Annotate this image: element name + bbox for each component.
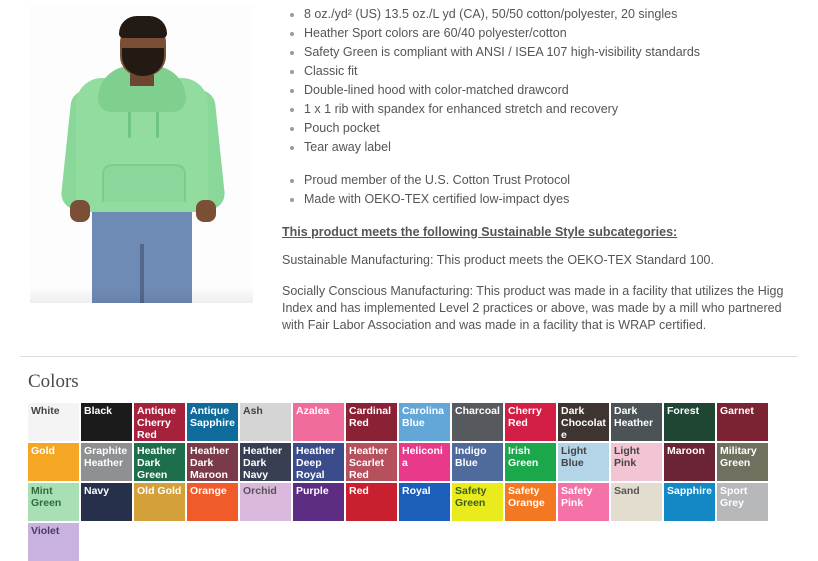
sustainable-manufacturing-paragraph: Sustainable Manufacturing: This product meets the OEKO-TEX Standard 100. [282, 253, 714, 267]
color-swatch-label: Safety Pink [561, 485, 593, 509]
color-swatch[interactable] [558, 483, 609, 521]
color-swatch[interactable] [28, 523, 79, 561]
list-item: • Pouch pocket [304, 120, 794, 137]
color-swatch[interactable] [505, 483, 556, 521]
color-swatch-label: Dark Heather [614, 405, 654, 429]
list-item: • 1 x 1 rib with spandex for enhanced stretch and recovery [304, 101, 794, 118]
hoodie-drawcord-right [156, 108, 159, 138]
sustainable-style-heading: This product meets the following Sustainable Style subcategories: [282, 225, 678, 239]
color-swatch[interactable] [81, 483, 132, 521]
list-item: • Double-lined hood with color-matched drawcord [304, 82, 794, 99]
product-details [270, 0, 818, 348]
color-swatch-label: Orange [190, 485, 227, 497]
color-swatch[interactable] [187, 443, 238, 481]
color-swatch-label: Navy [84, 485, 110, 497]
color-swatch[interactable] [81, 403, 132, 441]
color-swatch-label: Old Gold [137, 485, 182, 497]
color-swatch-label: Forest [667, 405, 700, 417]
color-swatch[interactable] [346, 403, 397, 441]
swatch-row-4 [28, 523, 790, 561]
swatch-row-3 [28, 483, 790, 521]
color-swatch-label: Heather Dark Navy [243, 445, 283, 481]
color-swatch-label: Graphite Heather [84, 445, 128, 469]
list-item: • Heather Sport colors are 60/40 polyester/cotton [304, 25, 794, 42]
color-swatch-label: Sport Grey [720, 485, 748, 509]
color-swatch[interactable] [187, 403, 238, 441]
hoodie-drawcord-left [128, 108, 131, 138]
color-swatch[interactable] [505, 443, 556, 481]
color-swatch-label: Violet [31, 525, 60, 537]
color-swatch-label: Sand [614, 485, 640, 497]
color-swatch[interactable] [134, 403, 185, 441]
color-swatch-label: Charcoal [455, 405, 500, 417]
color-swatch-label: Azalea [296, 405, 330, 417]
color-swatch-label: Mint Green [31, 485, 62, 509]
colors-section [0, 357, 818, 561]
color-swatch[interactable] [664, 403, 715, 441]
list-item: • Made with OEKO-TEX certified low-impact dyes [304, 191, 794, 208]
swatch-row-1 [28, 403, 790, 441]
color-swatch-label: Garnet [720, 405, 754, 417]
color-swatch[interactable] [346, 483, 397, 521]
color-swatch[interactable] [717, 483, 768, 521]
color-swatch-label: Dark Chocolate [561, 405, 606, 441]
color-swatch[interactable] [611, 483, 662, 521]
color-swatch[interactable] [664, 483, 715, 521]
color-swatch[interactable] [717, 403, 768, 441]
hoodie-pouch-pocket [102, 164, 186, 202]
socially-conscious-paragraph: Socially Conscious Manufacturing: This product was made in a facility that utilizes the Higg Index and has implemented Level 2 practices or above, was made by a mill who partnered with Fair Labor Association and was made in a facility that is WRAP certified. [282, 284, 784, 332]
color-swatch-label: Safety Green [455, 485, 487, 509]
color-swatch-label: Ash [243, 405, 263, 417]
color-swatch-label: Military Green [720, 445, 757, 469]
photo-shadow [30, 287, 253, 303]
color-swatch[interactable] [611, 403, 662, 441]
feature-list-primary [282, 6, 794, 156]
color-swatch[interactable] [240, 443, 291, 481]
color-swatch[interactable] [717, 443, 768, 481]
color-swatch-label: Heather Dark Green [137, 445, 177, 481]
model-left-hand [70, 200, 90, 222]
color-swatch[interactable] [399, 443, 450, 481]
list-item: • Proud member of the U.S. Cotton Trust Protocol [304, 172, 794, 189]
color-swatch-label: White [31, 405, 60, 417]
color-swatch-label: Indigo Blue [455, 445, 487, 469]
color-swatch[interactable] [293, 443, 344, 481]
color-swatch[interactable] [452, 443, 503, 481]
color-swatch-label: Heliconia [402, 445, 443, 469]
product-image-container [0, 0, 270, 348]
color-swatch-grid [28, 403, 790, 561]
color-swatch-label: Light Blue [561, 445, 587, 469]
color-swatch-label: Royal [402, 485, 431, 497]
color-swatch[interactable] [558, 403, 609, 441]
swatch-row-2 [28, 443, 790, 481]
model-hair [119, 16, 167, 38]
color-swatch[interactable] [28, 443, 79, 481]
color-swatch[interactable] [664, 443, 715, 481]
color-swatch-label: Red [349, 485, 369, 497]
model-right-hand [196, 200, 216, 222]
color-swatch[interactable] [240, 403, 291, 441]
color-swatch-label: Antique Sapphire [190, 405, 235, 429]
color-swatch-label: Heather Dark Maroon [190, 445, 230, 481]
list-item: • 8 oz./yd² (US) 13.5 oz./L yd (CA), 50/50 cotton/polyester, 20 singles [304, 6, 794, 23]
color-swatch[interactable] [505, 403, 556, 441]
color-swatch[interactable] [399, 483, 450, 521]
list-spacer [282, 158, 794, 172]
color-swatch[interactable] [399, 403, 450, 441]
color-swatch[interactable] [611, 443, 662, 481]
color-swatch-label: Carolina Blue [402, 405, 445, 429]
color-swatch[interactable] [452, 483, 503, 521]
color-swatch-label: Heather Deep Royal [296, 445, 336, 481]
list-item: • Classic fit [304, 63, 794, 80]
color-swatch[interactable] [558, 443, 609, 481]
color-swatch-label: Safety Orange [508, 485, 545, 509]
color-swatch-label: Light Pink [614, 445, 640, 469]
color-swatch[interactable] [81, 443, 132, 481]
color-swatch[interactable] [134, 443, 185, 481]
product-photo[interactable] [30, 4, 253, 303]
color-swatch[interactable] [187, 483, 238, 521]
color-swatch-label: Irish Green [508, 445, 539, 469]
color-swatch-label: Gold [31, 445, 55, 457]
color-swatch-label: Sapphire [667, 485, 712, 497]
color-swatch-label: Orchid [243, 485, 277, 497]
list-item: • Safety Green is compliant with ANSI / ISEA 107 high-visibility standards [304, 44, 794, 61]
feature-list-secondary [282, 172, 794, 208]
color-swatch-label: Heather Scarlet Red [349, 445, 389, 481]
color-swatch-label: Black [84, 405, 113, 417]
color-swatch-label: Cherry Red [508, 405, 542, 429]
color-swatch[interactable] [346, 443, 397, 481]
color-swatch[interactable] [452, 403, 503, 441]
color-swatch[interactable] [28, 403, 79, 441]
colors-title: Colors [28, 371, 79, 392]
list-item: • Tear away label [304, 139, 794, 156]
color-swatch[interactable] [293, 403, 344, 441]
color-swatch-label: Purple [296, 485, 329, 497]
color-swatch[interactable] [240, 483, 291, 521]
color-swatch-label: Antique Cherry Red [137, 405, 177, 441]
color-swatch[interactable] [293, 483, 344, 521]
color-swatch-label: Maroon [667, 445, 705, 457]
color-swatch-label: Cardinal Red [349, 405, 392, 429]
color-swatch[interactable] [134, 483, 185, 521]
color-swatch[interactable] [28, 483, 79, 521]
